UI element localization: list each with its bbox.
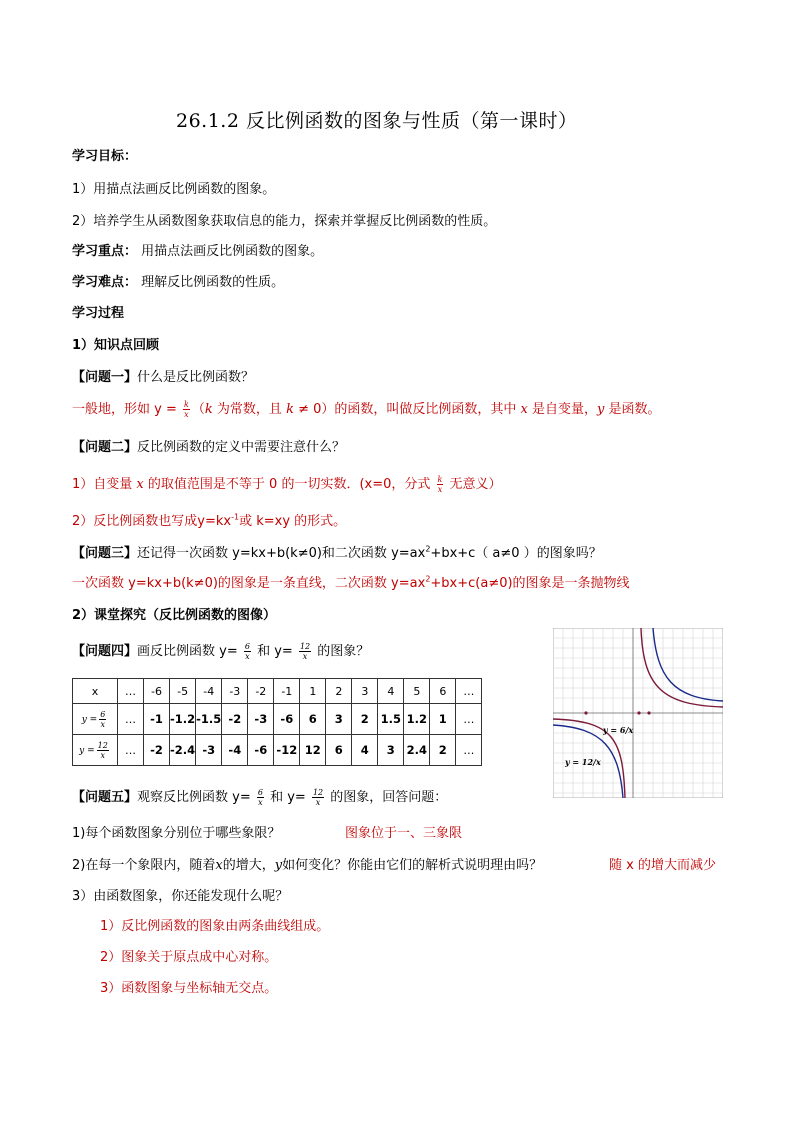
fraction-k-over-x xyxy=(183,400,190,419)
frac-den: x xyxy=(100,750,105,760)
table-cell: 2 xyxy=(430,735,456,766)
question-2-answer-2 xyxy=(72,510,346,529)
hyperbola-graph xyxy=(553,628,723,798)
q5-text-part: 的增大， xyxy=(222,858,275,873)
table-cell: … xyxy=(118,679,144,704)
table-cell: -2.4 xyxy=(170,735,196,766)
table-cell: 5 xyxy=(404,679,430,704)
q1-answer-part: （ xyxy=(191,402,205,417)
q2-answer-part: y=kx xyxy=(197,514,232,529)
question-4 xyxy=(72,640,369,661)
question-1-answer xyxy=(72,398,661,419)
question-2-label: 【问题二】 xyxy=(72,440,138,455)
q2-answer-part: 或 k=xy 的形式。 xyxy=(239,514,347,529)
table-cell: -12 xyxy=(274,735,300,766)
table-cell: 12 xyxy=(300,735,326,766)
q2-superscript: -1 xyxy=(231,512,240,522)
graph-point xyxy=(584,711,587,714)
question-3-label: 【问题三】 xyxy=(72,546,138,561)
table-cell: -6 xyxy=(274,704,300,735)
q1-answer-part: 是函数。 xyxy=(608,402,661,417)
difficulty-text: 理解反比例函数的性质。 xyxy=(141,275,285,290)
frac-num: 6 xyxy=(100,709,106,719)
q3-superscript: 2 xyxy=(425,574,431,584)
q1-var-x: x xyxy=(520,402,528,417)
table-cell: 3 xyxy=(352,679,378,704)
difficulty-label: 学习难点： xyxy=(72,275,138,290)
question-3-answer xyxy=(72,572,630,591)
table-cell: -2 xyxy=(144,735,170,766)
table-cell: 1 xyxy=(430,704,456,735)
q2-answer-part: 1）自变量 xyxy=(72,477,133,492)
page-title: 26.1.2 反比例函数的图象与性质（第一课时） xyxy=(176,110,578,132)
table-row xyxy=(73,704,482,735)
key-point xyxy=(72,240,323,259)
q4-text-part: 的图象？ xyxy=(317,644,370,659)
q1-var-k-2: k xyxy=(286,402,294,417)
table-cell: … xyxy=(456,704,482,735)
table-cell: 1 xyxy=(300,679,326,704)
table-cell: -1.2 xyxy=(170,704,196,735)
row-label-text: y = xyxy=(81,714,98,725)
q5-text-part: 如何变化？你能由它们的解析式说明理由吗？ xyxy=(282,858,543,873)
q3-answer-part: +bx+c(a≠0)的图象是一条抛物线 xyxy=(430,576,630,591)
section-1-heading: 1）知识点回顾 xyxy=(72,338,160,353)
table-cell: -6 xyxy=(144,679,170,704)
table-row-label xyxy=(73,735,118,766)
q5-finding-1: 1）反比例函数的图象由两条曲线组成。 xyxy=(100,919,330,934)
q5-sub-2-answer: 随 x 的增大而减少 xyxy=(609,858,716,873)
q1-answer-part: 是自变量， xyxy=(532,402,598,417)
table-cell: 6 xyxy=(300,704,326,735)
frac-num: 12 xyxy=(299,642,311,651)
q5-text-part: 的图象，回答问题： xyxy=(330,790,448,805)
table-cell: -3 xyxy=(196,735,222,766)
frac-den: x xyxy=(100,719,105,729)
q3-answer-part: 一次函数 y=kx+b(k≠0)的图象是一条直线，二次函数 y=ax xyxy=(72,576,426,591)
q5-var-x: x xyxy=(215,858,223,873)
frac-num: k xyxy=(437,475,443,484)
frac-den: x xyxy=(184,410,189,419)
q5-sub-2-question xyxy=(72,854,542,873)
table-cell: … xyxy=(456,735,482,766)
label-6-over-x: y = 6/x xyxy=(603,725,634,735)
table-cell: -4 xyxy=(196,679,222,704)
table-cell: 6 xyxy=(430,679,456,704)
question-1-label: 【问题一】 xyxy=(72,370,138,385)
q1-var-y: y xyxy=(597,402,605,417)
difficulty xyxy=(72,271,284,290)
q2-answer-part: 2）反比例函数也写成 xyxy=(72,514,198,529)
question-4-label: 【问题四】 xyxy=(72,644,138,659)
q1-answer-part: 为常数，且 xyxy=(216,402,282,417)
q3-text-part: 还记得一次函数 y=kx+b(k≠0)和二次函数 y=ax xyxy=(137,546,426,561)
table-row-label xyxy=(73,704,118,735)
q2-answer-part: 无意义） xyxy=(449,477,502,492)
frac-num: 6 xyxy=(244,642,250,651)
frac-den: x xyxy=(302,652,308,661)
label-12-over-x: y = 12/x xyxy=(565,757,601,767)
table-cell: 2 xyxy=(326,679,352,704)
value-table xyxy=(72,678,482,766)
section-2-heading: 2）课堂探究（反比例函数的图像） xyxy=(72,608,277,623)
question-2-answer-1 xyxy=(72,473,502,494)
question-5 xyxy=(72,786,447,807)
q3-text-part: +bx+c（ a≠0 ）的图象吗？ xyxy=(430,546,602,561)
question-1-text: 什么是反比例函数？ xyxy=(137,370,255,385)
frac-den: x xyxy=(315,798,321,807)
question-5-label: 【问题五】 xyxy=(72,790,138,805)
q5-finding-3: 3）函数图象与坐标轴无交点。 xyxy=(100,981,278,996)
fraction-12-over-x xyxy=(97,741,109,760)
goal-item-1: 1）用描点法画反比例函数的图象。 xyxy=(72,182,276,197)
question-2 xyxy=(72,436,345,455)
key-point-label: 学习重点： xyxy=(72,244,138,259)
key-point-text: 用描点法画反比例函数的图象。 xyxy=(141,244,324,259)
table-cell: 1.2 xyxy=(404,704,430,735)
table-cell: -3 xyxy=(222,679,248,704)
q5-text-part: 观察反比例函数 y= xyxy=(137,790,251,805)
q5-text-part: 和 y= xyxy=(270,790,306,805)
table-cell: 4 xyxy=(378,679,404,704)
process-heading: 学习过程 xyxy=(72,306,125,321)
q1-answer-part: ≠ 0）的函数，叫做反比例函数，其中 xyxy=(298,402,517,417)
q5-var-y: y xyxy=(274,858,283,873)
question-1 xyxy=(72,366,254,385)
table-cell: -1.5 xyxy=(196,704,222,735)
table-cell: 6 xyxy=(326,735,352,766)
q1-answer-part: 一般地，形如 y = xyxy=(72,402,177,417)
graph-point xyxy=(647,711,650,714)
question-3 xyxy=(72,542,602,561)
q2-answer-part: 的取值范围是不等于 0 的一切实数．(x=0，分式 xyxy=(147,477,431,492)
table-cell: -2 xyxy=(248,679,274,704)
table-cell: -1 xyxy=(274,679,300,704)
fraction-12-over-x xyxy=(312,788,324,807)
frac-den: x xyxy=(437,485,443,494)
frac-den: x xyxy=(245,652,250,661)
table-cell: -4 xyxy=(222,735,248,766)
frac-den: x xyxy=(258,798,263,807)
q5-text-part: 2)在每一个象限内，随着 xyxy=(72,858,216,873)
q1-var-k: k xyxy=(204,402,213,417)
q3-superscript: 2 xyxy=(425,544,431,554)
question-2-text: 反比例函数的定义中需要注意什么？ xyxy=(137,440,346,455)
goals-heading: 学习目标： xyxy=(72,149,138,164)
fraction-6-over-x xyxy=(99,710,106,729)
q5-sub-1-answer: 图象位于一、三象限 xyxy=(345,826,463,841)
row-label-text: y = xyxy=(79,745,95,756)
frac-num: 12 xyxy=(97,740,108,750)
table-header-row xyxy=(73,679,482,704)
frac-num: 6 xyxy=(257,788,263,797)
table-cell: 2.4 xyxy=(404,735,430,766)
q5-sub-1-question: 1)每个函数图象分别位于哪些象限？ xyxy=(72,826,281,841)
frac-num: 12 xyxy=(312,788,324,797)
table-cell: 4 xyxy=(352,735,378,766)
q4-text-part: 画反比例函数 y= xyxy=(137,644,238,659)
table-row xyxy=(73,735,482,766)
q5-sub-3-question: 3）由函数图象，你还能发现什么呢？ xyxy=(72,889,289,904)
q2-var-x: x xyxy=(136,477,144,492)
table-cell: 3 xyxy=(326,704,352,735)
table-cell: 1.5 xyxy=(378,704,404,735)
table-cell: … xyxy=(118,704,144,735)
table-cell: -6 xyxy=(248,735,274,766)
table-cell: … xyxy=(118,735,144,766)
fraction-6-over-x xyxy=(244,642,251,661)
table-cell: -5 xyxy=(170,679,196,704)
frac-num: k xyxy=(184,400,189,409)
fraction-6-over-x xyxy=(257,788,264,807)
table-cell: x xyxy=(73,679,118,704)
table-cell: -2 xyxy=(222,704,248,735)
fraction-12-over-x xyxy=(299,642,311,661)
fraction-k-over-x xyxy=(437,475,444,494)
table-cell: 3 xyxy=(378,735,404,766)
goal-item-2: 2）培养学生从函数图象获取信息的能力，探索并掌握反比例函数的性质。 xyxy=(72,214,497,229)
q4-text-part: 和 y= xyxy=(257,644,293,659)
table-cell: 2 xyxy=(352,704,378,735)
graph-point xyxy=(637,711,640,714)
table-cell: -1 xyxy=(144,704,170,735)
table-cell: … xyxy=(456,679,482,704)
table-cell: -3 xyxy=(248,704,274,735)
q5-finding-2: 2）图象关于原点成中心对称。 xyxy=(100,950,278,965)
